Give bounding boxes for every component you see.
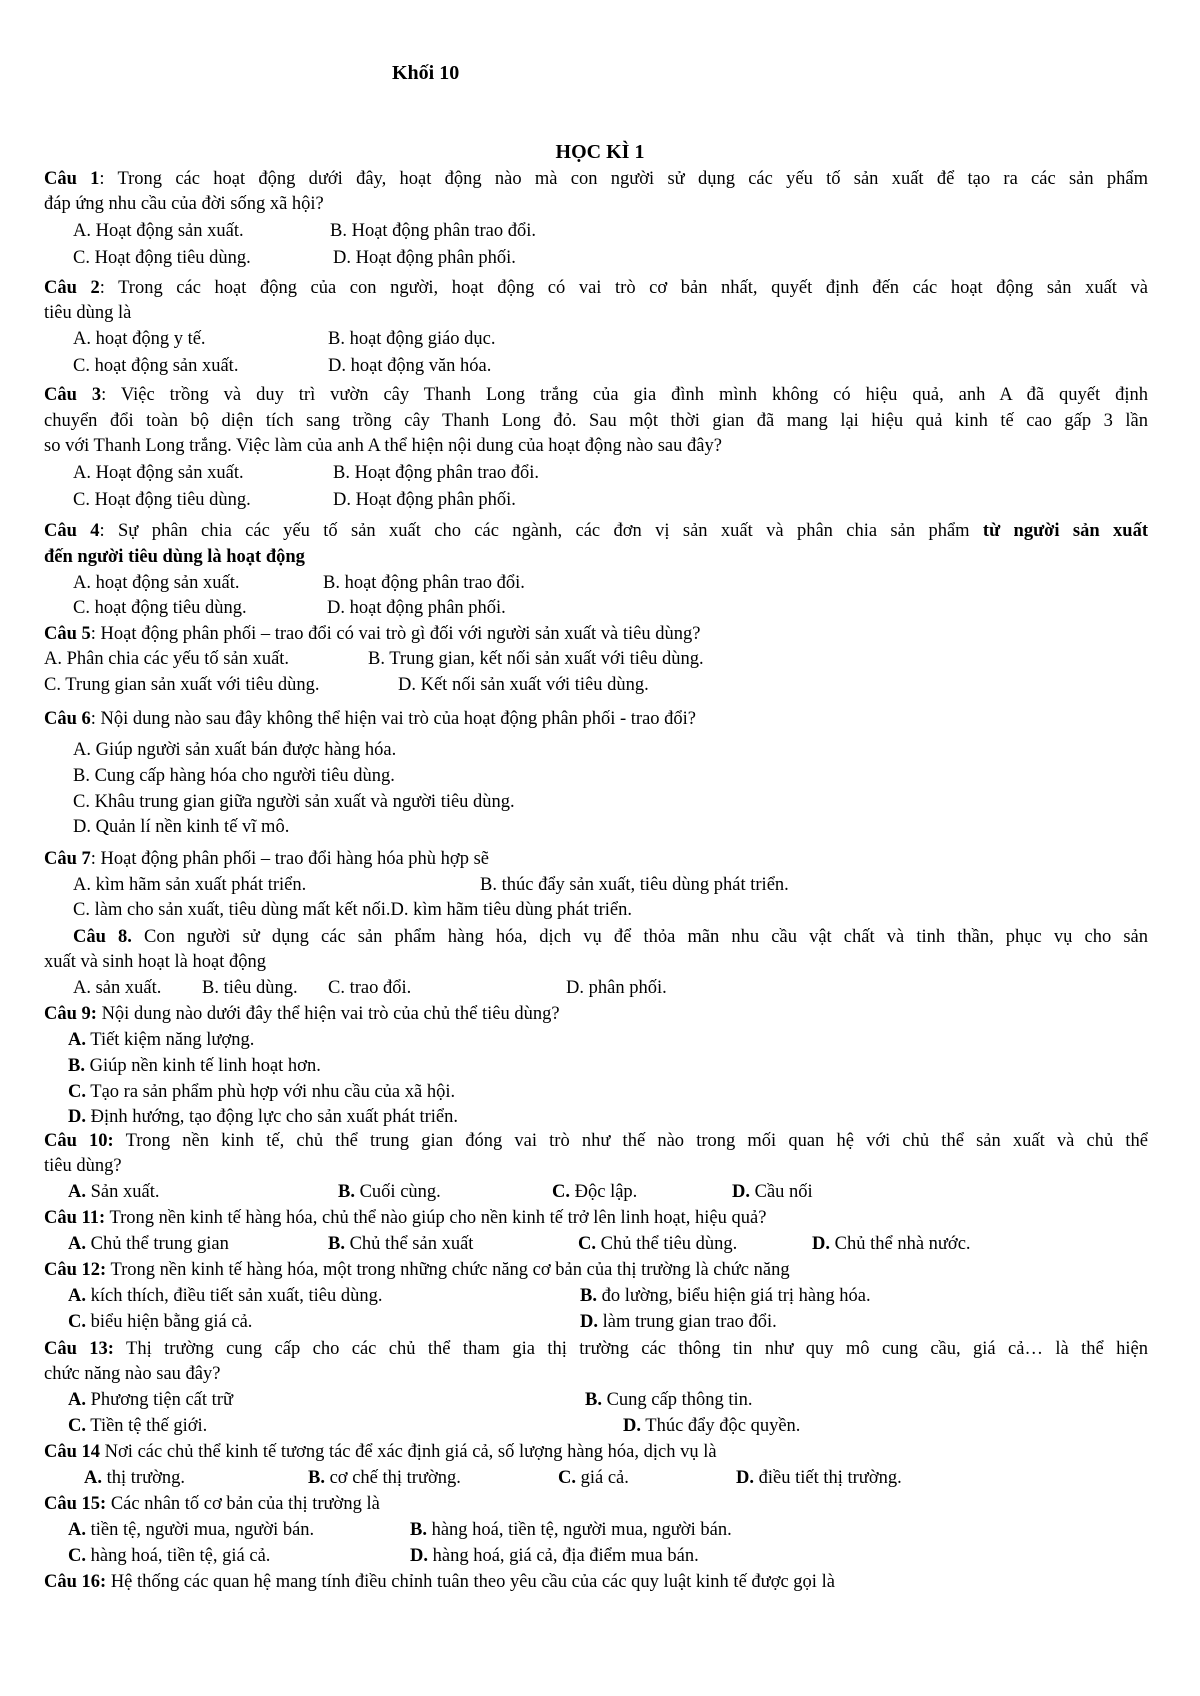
option-b: B. hoạt động giáo dục. bbox=[328, 329, 496, 349]
option-a: A. Giúp người sản xuất bán được hàng hóa. bbox=[73, 740, 397, 760]
option-d: D. kìm hãm tiêu dùng phát triển. bbox=[390, 900, 633, 920]
option-a: A. Phân chia các yếu tố sản xuất. bbox=[44, 649, 290, 669]
option-c: C. Trung gian sản xuất với tiêu dùng. bbox=[44, 675, 320, 695]
option-a: A. tiền tệ, người mua, người bán. bbox=[68, 1520, 315, 1540]
option-c: C. hàng hoá, tiền tệ, giá cả. bbox=[68, 1546, 271, 1566]
question-11-text: Câu 11: Trong nền kinh tế hàng hóa, chủ thể nào giúp cho nền kinh tế trở lên linh hoạt, hiệu quả? bbox=[44, 1208, 767, 1228]
option-a: A. kích thích, điều tiết sản xuất, tiêu dùng. bbox=[68, 1286, 383, 1306]
option-a: A. Chủ thể trung gian bbox=[68, 1234, 229, 1254]
option-c: C. biểu hiện bằng giá cả. bbox=[68, 1312, 253, 1332]
option-b: B. hàng hoá, tiền tệ, người mua, người bán. bbox=[410, 1520, 732, 1540]
option-b: B. thúc đẩy sản xuất, tiêu dùng phát triển. bbox=[480, 875, 789, 895]
option-b: B. Trung gian, kết nối sản xuất với tiêu dùng. bbox=[368, 649, 704, 669]
option-c: C. Độc lập. bbox=[552, 1182, 638, 1202]
option-d: D. làm trung gian trao đổi. bbox=[580, 1312, 777, 1332]
option-d: D. Thúc đẩy độc quyền. bbox=[623, 1416, 801, 1436]
question-9-text: Câu 9: Nội dung nào dưới đây thể hiện vai trò của chủ thể tiêu dùng? bbox=[44, 1004, 560, 1024]
option-b: B. Chủ thể sản xuất bbox=[328, 1234, 474, 1254]
option-d: D. Định hướng, tạo động lực cho sản xuất phát triển. bbox=[68, 1107, 459, 1127]
question-1-text-cont: đáp ứng nhu cầu của đời sống xã hội? bbox=[44, 194, 324, 214]
question-12-text: Câu 12: Trong nền kinh tế hàng hóa, một trong những chức năng cơ bản của thị trường là chức năng bbox=[44, 1260, 790, 1280]
option-b: B. cơ chế thị trường. bbox=[308, 1468, 461, 1488]
option-d: D. hoạt động phân phối. bbox=[327, 598, 506, 618]
option-a: A. Sản xuất. bbox=[68, 1182, 160, 1202]
option-d: D. Kết nối sản xuất với tiêu dùng. bbox=[398, 675, 649, 695]
option-d: D. Cầu nối bbox=[732, 1182, 813, 1202]
question-8-text: Câu 8. Con người sử dụng các sản phẩm hàng hóa, dịch vụ để thỏa mãn nhu cầu vật chất và tinh thần, phục vụ cho sản bbox=[73, 927, 1149, 947]
option-b: B. Giúp nền kinh tế linh hoạt hơn. bbox=[68, 1056, 321, 1076]
question-3-text-cont: chuyển đổi toàn bộ diện tích sang trồng cây Thanh Long đỏ. Sau một thời gian đã mang lại hiệu quả kinh tế cao gấp 3 lần bbox=[44, 411, 1148, 431]
question-2-text: Câu 2: Trong các hoạt động của con người, hoạt động có vai trò cơ bản nhất, quyết định đến các hoạt động sản xuất và bbox=[44, 278, 1148, 298]
option-c: C. hoạt động sản xuất. bbox=[73, 356, 239, 376]
option-b: B. đo lường, biểu hiện giá trị hàng hóa. bbox=[580, 1286, 871, 1306]
question-10-text: Câu 10: Trong nền kinh tế, chủ thể trung gian đóng vai trò như thế nào trong mối quan hệ với chủ thể sản xuất và chủ thể bbox=[44, 1131, 1149, 1151]
question-3-text: Câu 3: Việc trồng và duy trì vườn cây Thanh Long trắng của gia đình mình không có hiệu quả, anh A đã quyết định bbox=[44, 385, 1148, 405]
question-10-text-cont: tiêu dùng? bbox=[44, 1156, 122, 1176]
option-a: A. sản xuất. bbox=[73, 978, 162, 998]
option-a: A. hoạt động y tế. bbox=[73, 329, 206, 349]
question-13-text-cont: chức năng nào sau đây? bbox=[44, 1364, 221, 1384]
question-8-text-cont: xuất và sinh hoạt là hoạt động bbox=[44, 952, 266, 972]
option-d: D. điều tiết thị trường. bbox=[736, 1468, 902, 1488]
question-4-text: Câu 4: Sự phân chia các yếu tố sản xuất cho các ngành, các đơn vị sản xuất và phân chia sản phẩm từ người sản xuất bbox=[44, 521, 1148, 541]
option-b: B. Cuối cùng. bbox=[338, 1182, 441, 1202]
option-a: A. hoạt động sản xuất. bbox=[73, 573, 240, 593]
option-c: C. làm cho sản xuất, tiêu dùng mất kết nối.D. kìm hãm tiêu dùng phát triển. bbox=[73, 900, 633, 920]
option-b: B. Cung cấp hàng hóa cho người tiêu dùng. bbox=[73, 766, 395, 786]
option-c: C. Khâu trung gian giữa người sản xuất và người tiêu dùng. bbox=[73, 792, 515, 812]
option-c: C. hoạt động tiêu dùng. bbox=[73, 598, 247, 618]
option-b: B. Hoạt động phân trao đổi. bbox=[333, 463, 540, 483]
option-c: C. Chủ thể tiêu dùng. bbox=[578, 1234, 738, 1254]
option-b: B. Cung cấp thông tin. bbox=[585, 1390, 753, 1410]
option-b: B. Hoạt động phân trao đổi. bbox=[330, 221, 537, 241]
question-4-text-cont: đến người tiêu dùng là hoạt động bbox=[44, 547, 305, 567]
option-a: A. Hoạt động sản xuất. bbox=[73, 221, 244, 241]
option-d: D. hoạt động văn hóa. bbox=[328, 356, 492, 376]
option-d: D. Hoạt động phân phối. bbox=[333, 248, 516, 268]
question-1-text: Câu 1: Trong các hoạt động dưới đây, hoạt động nào mà con người sử dụng các yếu tố sản xuất để tạo ra các sản phẩm bbox=[44, 169, 1148, 189]
option-d: D. Chủ thể nhà nước. bbox=[812, 1234, 971, 1254]
option-c: C. trao đổi. bbox=[328, 978, 412, 998]
option-c: C. giá cả. bbox=[558, 1468, 629, 1488]
question-7-text: Câu 7: Hoạt động phân phối – trao đổi hàng hóa phù hợp sẽ bbox=[44, 849, 490, 869]
question-16-text: Câu 16: Hệ thống các quan hệ mang tính điều chỉnh tuân theo yêu cầu của các quy luật kinh tế được gọi là bbox=[44, 1572, 835, 1592]
option-a: A. kìm hãm sản xuất phát triển. bbox=[73, 875, 307, 895]
option-a: A. Phương tiện cất trữ bbox=[68, 1390, 233, 1410]
question-13-text: Câu 13: Thị trường cung cấp cho các chủ thể tham gia thị trường các thông tin như quy mô cung cầu, giá cả… là thể hiện bbox=[44, 1339, 1149, 1359]
option-d: D. hàng hoá, giá cả, địa điểm mua bán. bbox=[410, 1546, 699, 1566]
term-heading: HỌC KÌ 1 bbox=[555, 141, 645, 163]
question-6-text: Câu 6: Nội dung nào sau đây không thể hiện vai trò của hoạt động phân phối - trao đổi? bbox=[44, 709, 697, 729]
grade-heading: Khối 10 bbox=[392, 62, 460, 84]
question-3-text-cont-2: so với Thanh Long trắng. Việc làm của anh A thể hiện nội dung của hoạt động nào sau đây? bbox=[44, 436, 722, 456]
option-a: A. Hoạt động sản xuất. bbox=[73, 463, 244, 483]
question-15-text: Câu 15: Các nhân tố cơ bản của thị trường là bbox=[44, 1494, 380, 1514]
option-c: C. Hoạt động tiêu dùng. bbox=[73, 490, 251, 510]
option-c: C. Hoạt động tiêu dùng. bbox=[73, 248, 251, 268]
option-d: D. Hoạt động phân phối. bbox=[333, 490, 516, 510]
option-b: B. tiêu dùng. bbox=[202, 978, 298, 998]
option-a: A. Tiết kiệm năng lượng. bbox=[68, 1030, 255, 1050]
option-d: D. phân phối. bbox=[566, 978, 667, 998]
question-5-text: Câu 5: Hoạt động phân phối – trao đổi có vai trò gì đối với người sản xuất và tiêu dùng? bbox=[44, 624, 701, 644]
option-d: D. Quản lí nền kinh tế vĩ mô. bbox=[73, 817, 290, 837]
question-2-text-cont: tiêu dùng là bbox=[44, 303, 132, 323]
option-a: A. thị trường. bbox=[84, 1468, 186, 1488]
option-c: C. Tạo ra sản phẩm phù hợp với nhu cầu của xã hội. bbox=[68, 1082, 456, 1102]
option-b: B. hoạt động phân trao đổi. bbox=[323, 573, 525, 593]
question-14-text: Câu 14 Nơi các chủ thể kinh tế tương tác để xác định giá cả, số lượng hàng hóa, dịch vụ là bbox=[44, 1442, 717, 1462]
option-c: C. Tiền tệ thế giới. bbox=[68, 1416, 208, 1436]
